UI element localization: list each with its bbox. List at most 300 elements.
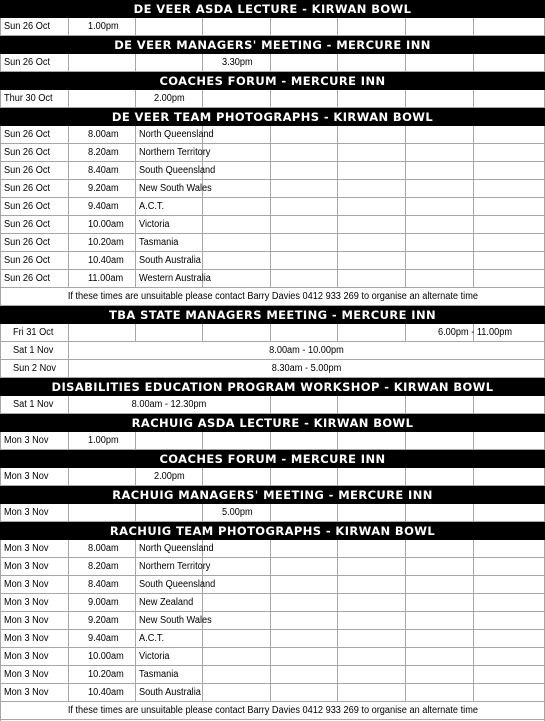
row-grid bbox=[0, 504, 545, 522]
section-header: COACHES FORUM - MERCURE INN bbox=[0, 72, 545, 90]
section-header: TBA STATE MANAGERS MEETING - MERCURE INN bbox=[0, 306, 545, 324]
column-divider bbox=[270, 54, 271, 72]
column-divider bbox=[473, 576, 474, 594]
column-divider bbox=[202, 504, 203, 522]
date-cell: Mon 3 Nov bbox=[4, 597, 49, 608]
column-divider bbox=[337, 162, 338, 180]
team-cell: New Zealand bbox=[139, 597, 194, 608]
section-header: DE VEER MANAGERS' MEETING - MERCURE INN bbox=[0, 36, 545, 54]
row-grid bbox=[0, 180, 545, 198]
team-cell: New South Wales bbox=[139, 183, 212, 194]
column-divider bbox=[135, 270, 136, 288]
team-cell: Northern Territory bbox=[139, 561, 211, 572]
column-divider bbox=[68, 504, 69, 522]
column-divider bbox=[68, 684, 69, 702]
section-header: DE VEER TEAM PHOTOGRAPHS - KIRWAN BOWL bbox=[0, 108, 545, 126]
column-divider bbox=[405, 162, 406, 180]
column-divider bbox=[405, 504, 406, 522]
time-cell: 10.20am bbox=[88, 237, 124, 248]
column-divider bbox=[202, 630, 203, 648]
column-divider bbox=[405, 396, 406, 414]
row-grid bbox=[0, 648, 545, 666]
row-grid bbox=[0, 684, 545, 702]
photo-row bbox=[0, 180, 545, 198]
column-divider bbox=[473, 90, 474, 108]
team-cell: New South Wales bbox=[139, 615, 212, 626]
time-cell: 5.00pm bbox=[222, 507, 253, 518]
column-divider bbox=[68, 126, 69, 144]
photo-row bbox=[0, 540, 545, 558]
column-divider bbox=[202, 252, 203, 270]
column-divider bbox=[473, 648, 474, 666]
column-divider bbox=[473, 612, 474, 630]
column-divider bbox=[473, 630, 474, 648]
column-divider bbox=[135, 54, 136, 72]
row-grid bbox=[0, 126, 545, 144]
time-cell: 8.40am bbox=[88, 165, 119, 176]
column-divider bbox=[337, 270, 338, 288]
column-divider bbox=[135, 18, 136, 36]
column-divider bbox=[270, 270, 271, 288]
column-divider bbox=[68, 594, 69, 612]
team-cell: A.C.T. bbox=[139, 201, 165, 212]
column-divider bbox=[68, 18, 69, 36]
column-divider bbox=[337, 396, 338, 414]
column-divider bbox=[473, 540, 474, 558]
row-grid bbox=[0, 198, 545, 216]
team-cell: A.C.T. bbox=[139, 633, 165, 644]
column-divider bbox=[473, 126, 474, 144]
column-divider bbox=[337, 504, 338, 522]
team-cell: North Queensland bbox=[139, 129, 214, 140]
date-cell: Mon 3 Nov bbox=[4, 543, 49, 554]
row-grid bbox=[0, 216, 545, 234]
section-header: RACHUIG ASDA LECTURE - KIRWAN BOWL bbox=[0, 414, 545, 432]
column-divider bbox=[405, 648, 406, 666]
row-grid bbox=[0, 162, 545, 180]
column-divider bbox=[337, 18, 338, 36]
team-cell: South Australia bbox=[139, 687, 201, 698]
photo-row bbox=[0, 270, 545, 288]
column-divider bbox=[337, 234, 338, 252]
column-divider bbox=[405, 126, 406, 144]
row-grid bbox=[0, 594, 545, 612]
time-cell: 8.00am bbox=[88, 543, 119, 554]
photo-row bbox=[0, 162, 545, 180]
column-divider bbox=[68, 198, 69, 216]
column-divider bbox=[68, 54, 69, 72]
column-divider bbox=[473, 180, 474, 198]
column-divider bbox=[68, 216, 69, 234]
photo-row bbox=[0, 198, 545, 216]
column-divider bbox=[202, 90, 203, 108]
column-divider bbox=[337, 432, 338, 450]
row-grid bbox=[0, 432, 545, 450]
column-divider bbox=[473, 504, 474, 522]
workshop-row bbox=[0, 396, 545, 414]
team-cell: Victoria bbox=[139, 651, 170, 662]
date-cell: Mon 3 Nov bbox=[4, 687, 49, 698]
time-cell: 10.00am bbox=[88, 651, 124, 662]
column-divider bbox=[270, 576, 271, 594]
date-cell: Sun 26 Oct bbox=[4, 255, 51, 266]
date-cell: Sun 26 Oct bbox=[4, 165, 51, 176]
time-cell: 8.20am bbox=[88, 561, 119, 572]
column-divider bbox=[405, 432, 406, 450]
section-header: RACHUIG TEAM PHOTOGRAPHS - KIRWAN BOWL bbox=[0, 522, 545, 540]
column-divider bbox=[337, 54, 338, 72]
column-divider bbox=[68, 396, 69, 414]
photo-row bbox=[0, 234, 545, 252]
column-divider bbox=[135, 216, 136, 234]
column-divider bbox=[337, 648, 338, 666]
column-divider bbox=[135, 540, 136, 558]
column-divider bbox=[405, 324, 406, 342]
contact-note bbox=[0, 288, 545, 306]
date-cell: Sun 26 Oct bbox=[4, 273, 51, 284]
column-divider bbox=[405, 594, 406, 612]
time-cell: 8.40am bbox=[88, 579, 119, 590]
schedule-row bbox=[0, 504, 545, 522]
column-divider bbox=[135, 198, 136, 216]
column-divider bbox=[270, 234, 271, 252]
date-cell: Sun 2 Nov bbox=[13, 363, 56, 374]
time-cell: 9.40am bbox=[88, 633, 119, 644]
column-divider bbox=[270, 252, 271, 270]
column-divider bbox=[473, 270, 474, 288]
column-divider bbox=[135, 594, 136, 612]
team-cell: South Australia bbox=[139, 255, 201, 266]
photo-row bbox=[0, 144, 545, 162]
column-divider bbox=[337, 126, 338, 144]
column-divider bbox=[68, 540, 69, 558]
date-cell: Sun 26 Oct bbox=[4, 21, 51, 32]
column-divider bbox=[405, 90, 406, 108]
column-divider bbox=[68, 432, 69, 450]
column-divider bbox=[135, 324, 136, 342]
column-divider bbox=[270, 324, 271, 342]
photo-row bbox=[0, 126, 545, 144]
schedule-row bbox=[0, 18, 545, 36]
time-cell: 8.00am - 10.00pm bbox=[269, 345, 344, 356]
row-grid bbox=[0, 270, 545, 288]
column-divider bbox=[270, 144, 271, 162]
column-divider bbox=[270, 432, 271, 450]
column-divider bbox=[270, 666, 271, 684]
column-divider bbox=[473, 54, 474, 72]
time-cell: 1.00pm bbox=[88, 435, 119, 446]
time-cell: 11.00am bbox=[88, 273, 124, 284]
photo-row bbox=[0, 216, 545, 234]
column-divider bbox=[337, 198, 338, 216]
column-divider bbox=[270, 162, 271, 180]
column-divider bbox=[270, 504, 271, 522]
section-header: COACHES FORUM - MERCURE INN bbox=[0, 450, 545, 468]
date-cell: Mon 3 Nov bbox=[4, 669, 49, 680]
column-divider bbox=[68, 576, 69, 594]
column-divider bbox=[405, 18, 406, 36]
team-cell: Tasmania bbox=[139, 669, 179, 680]
row-grid bbox=[0, 468, 545, 486]
time-cell: 8.00am - 12.30pm bbox=[131, 399, 207, 410]
row-grid bbox=[0, 540, 545, 558]
schedule-row bbox=[0, 468, 545, 486]
column-divider bbox=[135, 558, 136, 576]
photo-row bbox=[0, 684, 545, 702]
photo-row bbox=[0, 252, 545, 270]
column-divider bbox=[202, 198, 203, 216]
column-divider bbox=[270, 558, 271, 576]
column-divider bbox=[473, 198, 474, 216]
time-cell: 8.20am bbox=[88, 147, 119, 158]
photo-row bbox=[0, 666, 545, 684]
column-divider bbox=[68, 360, 69, 378]
column-divider bbox=[202, 216, 203, 234]
date-cell: Mon 3 Nov bbox=[4, 471, 49, 482]
column-divider bbox=[270, 180, 271, 198]
tba-row bbox=[0, 324, 545, 342]
schedule-row bbox=[0, 54, 545, 72]
column-divider bbox=[405, 216, 406, 234]
column-divider bbox=[68, 180, 69, 198]
date-cell: Sun 26 Oct bbox=[4, 147, 51, 158]
time-cell: 10.40am bbox=[88, 255, 124, 266]
column-divider bbox=[202, 18, 203, 36]
column-divider bbox=[135, 90, 136, 108]
date-cell: Mon 3 Nov bbox=[4, 579, 49, 590]
date-cell: Fri 31 Oct bbox=[13, 327, 54, 338]
column-divider bbox=[68, 630, 69, 648]
contact-note-text: If these times are unsuitable please contact Barry Davies 0412 933 269 to organise an alternate time bbox=[67, 291, 478, 302]
time-cell: 8.00am bbox=[88, 129, 119, 140]
date-cell: Sun 26 Oct bbox=[4, 129, 51, 140]
date-cell: Sun 26 Oct bbox=[4, 201, 51, 212]
column-divider bbox=[270, 630, 271, 648]
column-divider bbox=[337, 252, 338, 270]
column-divider bbox=[473, 684, 474, 702]
column-divider bbox=[68, 144, 69, 162]
column-divider bbox=[135, 180, 136, 198]
column-divider bbox=[337, 90, 338, 108]
column-divider bbox=[405, 540, 406, 558]
column-divider bbox=[405, 558, 406, 576]
photo-row bbox=[0, 594, 545, 612]
column-divider bbox=[473, 468, 474, 486]
column-divider bbox=[202, 684, 203, 702]
column-divider bbox=[68, 162, 69, 180]
date-cell: Sun 26 Oct bbox=[4, 57, 51, 68]
column-divider bbox=[68, 234, 69, 252]
column-divider bbox=[202, 432, 203, 450]
time-cell: 9.20am bbox=[88, 183, 119, 194]
team-cell: Victoria bbox=[139, 219, 170, 230]
column-divider bbox=[405, 252, 406, 270]
column-divider bbox=[68, 612, 69, 630]
column-divider bbox=[270, 468, 271, 486]
team-cell: Northern Territory bbox=[139, 147, 211, 158]
column-divider bbox=[405, 234, 406, 252]
column-divider bbox=[337, 540, 338, 558]
row-grid bbox=[0, 612, 545, 630]
column-divider bbox=[473, 144, 474, 162]
date-cell: Mon 3 Nov bbox=[4, 633, 49, 644]
column-divider bbox=[202, 648, 203, 666]
column-divider bbox=[337, 180, 338, 198]
row-grid bbox=[0, 666, 545, 684]
column-divider bbox=[202, 666, 203, 684]
column-divider bbox=[135, 684, 136, 702]
column-divider bbox=[405, 54, 406, 72]
row-grid bbox=[0, 576, 545, 594]
column-divider bbox=[270, 18, 271, 36]
row-grid bbox=[0, 234, 545, 252]
photo-row bbox=[0, 576, 545, 594]
team-cell: South Queensland bbox=[139, 579, 216, 590]
column-divider bbox=[405, 684, 406, 702]
time-cell: 3.30pm bbox=[222, 57, 253, 68]
date-cell: Sat 1 Nov bbox=[13, 345, 54, 356]
column-divider bbox=[473, 18, 474, 36]
time-cell: 10.40am bbox=[88, 687, 124, 698]
column-divider bbox=[270, 90, 271, 108]
contact-note-text: If these times are unsuitable please contact Barry Davies 0412 933 269 to organise an alternate time bbox=[67, 705, 478, 716]
team-cell: South Queensland bbox=[139, 165, 216, 176]
column-divider bbox=[270, 648, 271, 666]
column-divider bbox=[270, 540, 271, 558]
team-cell: Tasmania bbox=[139, 237, 179, 248]
column-divider bbox=[135, 144, 136, 162]
time-cell: 1.00pm bbox=[88, 21, 119, 32]
row-grid bbox=[0, 90, 545, 108]
column-divider bbox=[135, 504, 136, 522]
date-cell: Mon 3 Nov bbox=[4, 615, 49, 626]
column-divider bbox=[270, 198, 271, 216]
column-divider bbox=[68, 252, 69, 270]
section-header: DE VEER ASDA LECTURE - KIRWAN BOWL bbox=[0, 0, 545, 18]
column-divider bbox=[337, 558, 338, 576]
column-divider bbox=[135, 252, 136, 270]
column-divider bbox=[135, 432, 136, 450]
column-divider bbox=[270, 612, 271, 630]
column-divider bbox=[135, 126, 136, 144]
section-header: DISABILITIES EDUCATION PROGRAM WORKSHOP - KIRWAN BOWL bbox=[0, 378, 545, 396]
date-cell: Mon 3 Nov bbox=[4, 435, 49, 446]
column-divider bbox=[202, 234, 203, 252]
column-divider bbox=[337, 594, 338, 612]
column-divider bbox=[405, 180, 406, 198]
column-divider bbox=[337, 684, 338, 702]
column-divider bbox=[337, 612, 338, 630]
date-cell: Sun 26 Oct bbox=[4, 237, 51, 248]
column-divider bbox=[135, 468, 136, 486]
column-divider bbox=[135, 666, 136, 684]
column-divider bbox=[135, 612, 136, 630]
time-cell: 6.00pm - 11.00pm bbox=[437, 327, 512, 338]
date-cell: Mon 3 Nov bbox=[4, 561, 49, 572]
row-grid bbox=[0, 630, 545, 648]
date-cell: Thur 30 Oct bbox=[4, 93, 53, 104]
column-divider bbox=[135, 234, 136, 252]
column-divider bbox=[68, 666, 69, 684]
column-divider bbox=[405, 198, 406, 216]
date-cell: Mon 3 Nov bbox=[4, 507, 49, 518]
tba-row bbox=[0, 360, 545, 378]
column-divider bbox=[473, 216, 474, 234]
row-grid bbox=[0, 18, 545, 36]
column-divider bbox=[405, 468, 406, 486]
column-divider bbox=[135, 162, 136, 180]
column-divider bbox=[405, 630, 406, 648]
column-divider bbox=[270, 396, 271, 414]
photo-row bbox=[0, 558, 545, 576]
column-divider bbox=[135, 648, 136, 666]
column-divider bbox=[337, 666, 338, 684]
column-divider bbox=[473, 666, 474, 684]
photo-row bbox=[0, 648, 545, 666]
column-divider bbox=[202, 54, 203, 72]
column-divider bbox=[202, 324, 203, 342]
column-divider bbox=[405, 666, 406, 684]
column-divider bbox=[473, 252, 474, 270]
column-divider bbox=[68, 558, 69, 576]
section-header: RACHUIG MANAGERS' MEETING - MERCURE INN bbox=[0, 486, 545, 504]
column-divider bbox=[202, 468, 203, 486]
column-divider bbox=[473, 162, 474, 180]
column-divider bbox=[68, 468, 69, 486]
time-cell: 9.20am bbox=[88, 615, 119, 626]
team-cell: Western Australia bbox=[139, 273, 211, 284]
date-cell: Sun 26 Oct bbox=[4, 219, 51, 230]
photo-row bbox=[0, 612, 545, 630]
column-divider bbox=[337, 468, 338, 486]
time-cell: 9.00am bbox=[88, 597, 119, 608]
column-divider bbox=[473, 594, 474, 612]
column-divider bbox=[337, 324, 338, 342]
row-grid bbox=[0, 558, 545, 576]
time-cell: 10.00am bbox=[88, 219, 124, 230]
column-divider bbox=[405, 270, 406, 288]
contact-note bbox=[0, 702, 545, 720]
time-cell: 9.40am bbox=[88, 201, 119, 212]
column-divider bbox=[405, 144, 406, 162]
time-cell: 8.30am - 5.00pm bbox=[271, 363, 342, 374]
column-divider bbox=[68, 342, 69, 360]
column-divider bbox=[473, 396, 474, 414]
date-cell: Mon 3 Nov bbox=[4, 651, 49, 662]
column-divider bbox=[68, 648, 69, 666]
column-divider bbox=[68, 270, 69, 288]
column-divider bbox=[202, 594, 203, 612]
column-divider bbox=[270, 684, 271, 702]
row-grid bbox=[0, 54, 545, 72]
time-cell: 10.20am bbox=[88, 669, 124, 680]
column-divider bbox=[270, 126, 271, 144]
column-divider bbox=[68, 90, 69, 108]
column-divider bbox=[68, 324, 69, 342]
date-cell: Sat 1 Nov bbox=[13, 399, 54, 410]
column-divider bbox=[473, 234, 474, 252]
photo-row bbox=[0, 630, 545, 648]
row-grid bbox=[0, 252, 545, 270]
schedule-row bbox=[0, 90, 545, 108]
column-divider bbox=[473, 558, 474, 576]
column-divider bbox=[405, 612, 406, 630]
schedule-row bbox=[0, 432, 545, 450]
column-divider bbox=[405, 576, 406, 594]
tba-row bbox=[0, 342, 545, 360]
column-divider bbox=[270, 216, 271, 234]
column-divider bbox=[337, 144, 338, 162]
